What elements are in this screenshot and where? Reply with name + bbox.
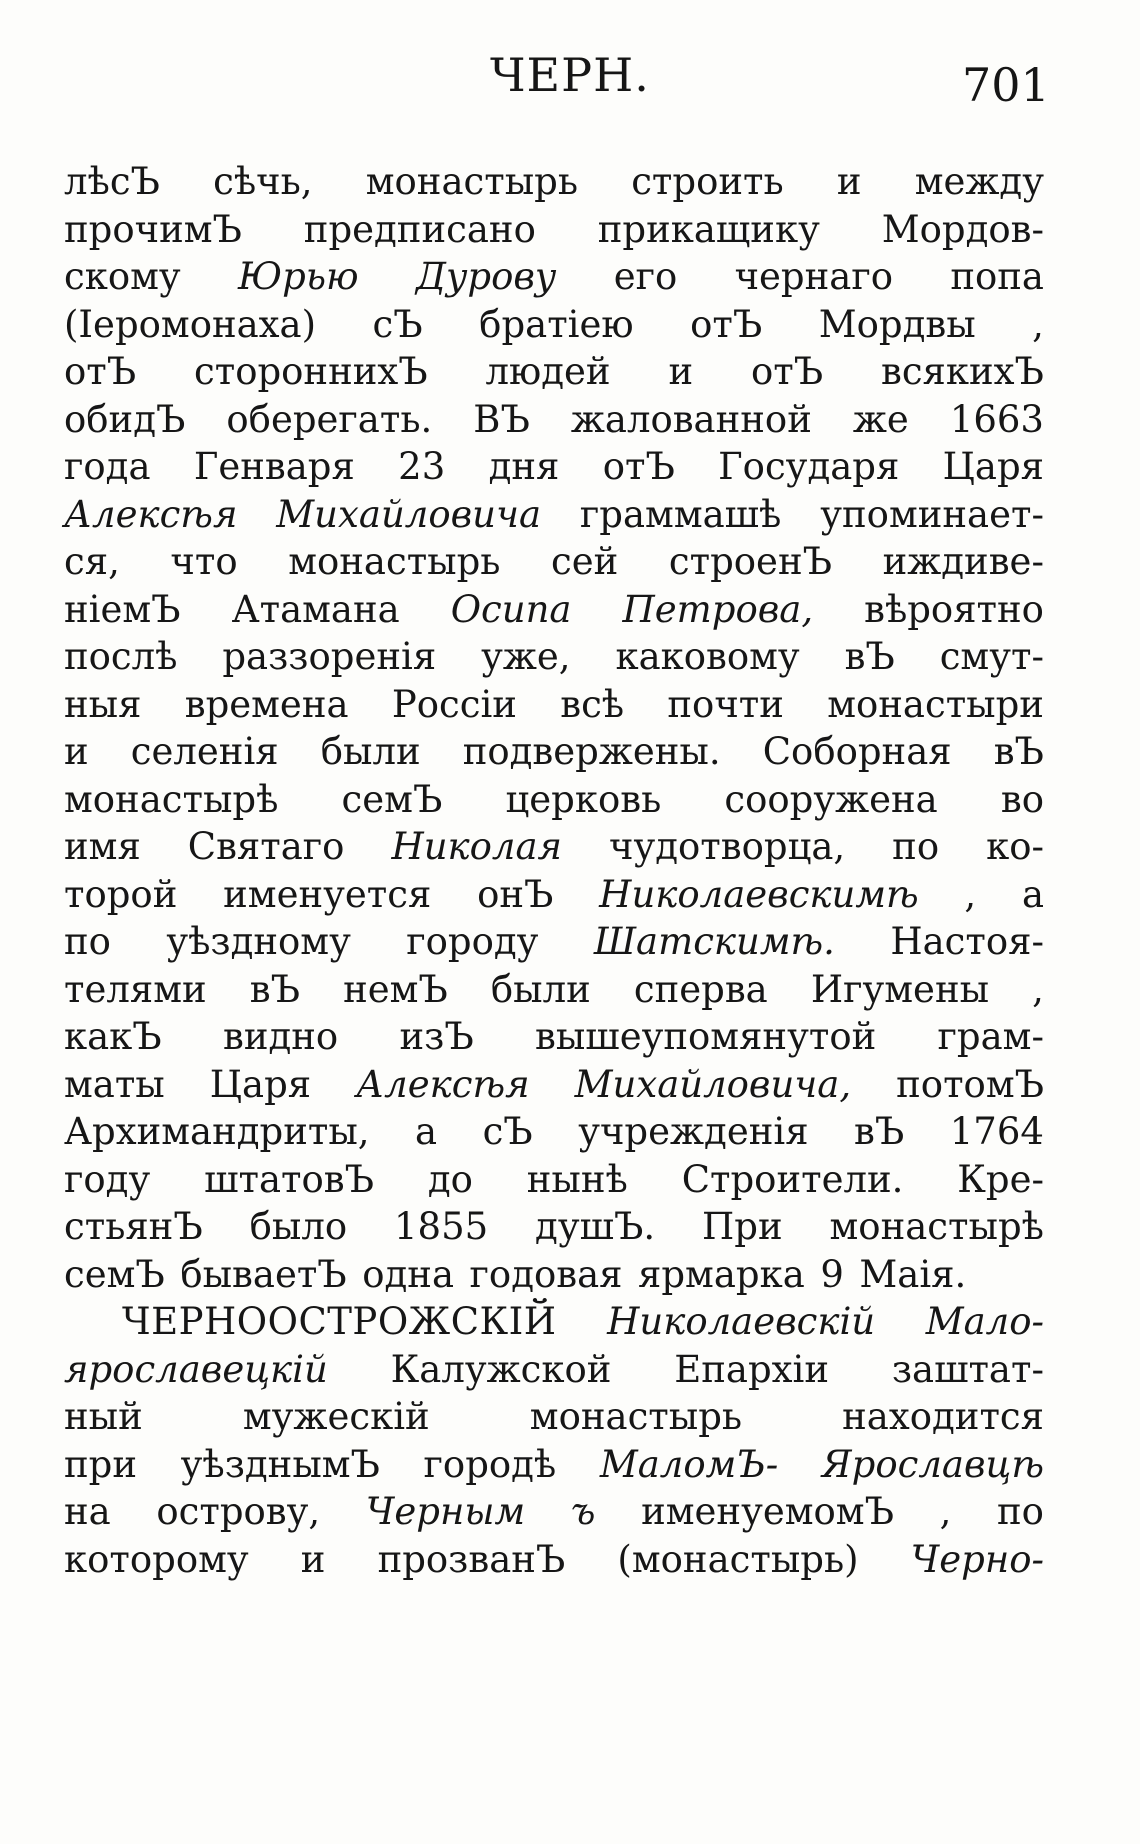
- word: а: [1021, 872, 1044, 916]
- word: ВЪ: [473, 397, 530, 441]
- text-line: [64, 681, 1044, 729]
- word: ніемЪ: [64, 587, 181, 631]
- word: и: [836, 160, 862, 203]
- word: по: [997, 1490, 1044, 1533]
- word: сЪ: [482, 1110, 533, 1153]
- text-line: [64, 1251, 1044, 1299]
- text-line: [64, 1156, 1044, 1204]
- word: имя: [64, 825, 141, 868]
- italic-word: Мало-: [925, 1300, 1044, 1343]
- word: лѣсЪ: [64, 160, 160, 203]
- word: учрежденія: [578, 1110, 809, 1153]
- word: душЪ.: [535, 1205, 656, 1248]
- word: При: [702, 1205, 783, 1248]
- word: Россіи: [391, 682, 517, 726]
- word: вЪ: [854, 1110, 905, 1153]
- word: ко-: [986, 825, 1044, 868]
- word: Кре-: [957, 1157, 1044, 1201]
- italic-word: Николая: [391, 825, 563, 868]
- word: одна: [362, 1252, 455, 1296]
- word: по: [64, 920, 111, 963]
- text-line: [64, 396, 1044, 444]
- text-line: [64, 301, 1044, 349]
- word: Генваря: [193, 445, 355, 488]
- italic-word: Ярославцѣ: [821, 1442, 1044, 1486]
- word: скому: [64, 255, 181, 298]
- italic-word: Петрова,: [622, 587, 814, 631]
- word: сѣчь,: [213, 160, 313, 203]
- word: телями: [64, 967, 207, 1011]
- italic-word: МаломЪ-: [599, 1442, 779, 1486]
- text-line: [64, 966, 1044, 1014]
- word: чудотворца,: [609, 825, 846, 868]
- word: стьянЪ: [64, 1205, 203, 1248]
- word: 9: [820, 1252, 844, 1296]
- italic-word: Осипа: [450, 587, 572, 631]
- word: обидЪ: [64, 397, 186, 441]
- word: были: [490, 967, 591, 1011]
- word: селенія: [130, 730, 279, 773]
- word: до: [427, 1157, 473, 1201]
- word: года: [64, 445, 151, 488]
- word: уѣздному: [166, 920, 351, 963]
- word: жалованной: [570, 397, 812, 441]
- running-title: ЧЕРН.: [490, 48, 650, 102]
- word: ный: [64, 1395, 143, 1438]
- word: вѣроятно: [864, 587, 1044, 631]
- word: городѣ: [423, 1442, 557, 1486]
- word: монастырь: [288, 540, 501, 583]
- word: (монастырь): [617, 1537, 859, 1581]
- word: Калужской: [390, 1347, 612, 1391]
- word: предписано: [303, 207, 536, 251]
- word: онЪ: [477, 872, 554, 916]
- word: городу: [406, 920, 539, 963]
- word: монастырь: [529, 1395, 743, 1438]
- word: и: [300, 1537, 326, 1581]
- word: ся,: [64, 540, 120, 583]
- text-line: [64, 1108, 1044, 1156]
- word: какЪ: [64, 1015, 162, 1058]
- word: отЪ: [64, 350, 137, 393]
- word: смут-: [939, 635, 1044, 678]
- word: людей: [485, 350, 611, 393]
- word: и: [64, 730, 89, 773]
- word: Игумены: [810, 967, 990, 1011]
- word: 1663: [949, 397, 1044, 441]
- text-line: [64, 728, 1044, 776]
- word: торой: [64, 872, 178, 916]
- word: 23: [398, 445, 446, 488]
- text-line: [64, 633, 1044, 681]
- word: 1764: [949, 1110, 1044, 1153]
- italic-word: Михайловича,: [574, 1062, 852, 1106]
- word: сей: [551, 540, 619, 583]
- word: и: [668, 350, 694, 393]
- word: во: [1000, 777, 1044, 821]
- word: прозванЪ: [377, 1537, 566, 1581]
- word: стороннихЪ: [194, 350, 428, 393]
- word: всѣ: [560, 682, 625, 726]
- word: попа: [950, 255, 1044, 298]
- word: монастырѣ: [64, 777, 279, 821]
- text-line: [64, 823, 1044, 871]
- word: которому: [64, 1537, 249, 1581]
- word: вЪ: [993, 730, 1044, 773]
- word: семЪ: [341, 777, 443, 821]
- text-line: [64, 1488, 1044, 1536]
- word: на: [64, 1490, 111, 1533]
- text-line: [64, 776, 1044, 824]
- text-line: [64, 491, 1044, 539]
- word: сЪ: [372, 302, 423, 346]
- word: граммашѣ: [579, 492, 782, 536]
- word: Атамана: [231, 587, 400, 631]
- word: Архимандриты,: [64, 1110, 370, 1153]
- word: острову,: [156, 1490, 321, 1533]
- word: 1855: [394, 1205, 489, 1248]
- word: прочимЪ: [64, 207, 242, 251]
- word: монастырѣ: [829, 1205, 1044, 1248]
- text-line: [64, 1013, 1044, 1061]
- text-line: [64, 206, 1044, 254]
- word: нынѣ: [526, 1157, 628, 1201]
- word: оберегать.: [226, 397, 433, 441]
- word: Мордвы: [818, 302, 976, 346]
- word: что: [170, 540, 238, 583]
- word: потомЪ: [896, 1062, 1044, 1106]
- word: именуется: [223, 872, 432, 916]
- word: вЪ: [844, 635, 895, 678]
- word: Настоя-: [890, 920, 1044, 963]
- text-line: [64, 443, 1044, 491]
- word: ныя: [64, 682, 142, 726]
- word: именуемомЪ: [641, 1490, 894, 1533]
- word: видно: [222, 1015, 339, 1058]
- word: времена: [184, 682, 349, 726]
- word: Царя: [942, 445, 1044, 488]
- word: всякихЪ: [880, 350, 1044, 393]
- text-line: [64, 1061, 1044, 1109]
- italic-word: Шатскимѣ.: [593, 920, 835, 963]
- word: году: [64, 1157, 151, 1201]
- word: отЪ: [690, 302, 763, 346]
- word: же: [852, 397, 909, 441]
- word: было: [249, 1205, 348, 1248]
- word: ,: [939, 1490, 952, 1533]
- italic-word: Михайловича: [276, 492, 542, 536]
- word: вЪ: [249, 967, 300, 1011]
- word: вышеупомянутой: [535, 1015, 877, 1058]
- word: послѣ: [64, 635, 178, 678]
- word: были: [320, 730, 421, 773]
- text-line: [64, 538, 1044, 586]
- word: уѣзднымЪ: [180, 1442, 380, 1486]
- word: отЪ: [750, 350, 824, 393]
- body-text: [64, 158, 1044, 1718]
- word: сооружена: [724, 777, 938, 821]
- text-line: [64, 586, 1044, 634]
- word: ,: [1032, 302, 1044, 346]
- word: по: [892, 825, 940, 868]
- word: грам-: [937, 1015, 1044, 1058]
- word: дня: [488, 445, 560, 488]
- word: упоминает-: [820, 492, 1044, 536]
- word: семЪ: [64, 1252, 165, 1296]
- word: иждиве-: [882, 540, 1044, 583]
- word: ,: [1032, 967, 1044, 1011]
- word: прикащику: [597, 207, 820, 251]
- word: каковому: [615, 635, 800, 678]
- word: уже,: [481, 635, 571, 678]
- word: монастырь: [365, 160, 578, 203]
- text-line: [64, 1346, 1044, 1394]
- word: братіею: [479, 302, 634, 346]
- text-line: [64, 1536, 1044, 1584]
- word: Мордов-: [881, 207, 1044, 251]
- word: Государя: [718, 445, 900, 488]
- page-number: 701: [962, 58, 1050, 112]
- word: его: [613, 255, 678, 298]
- word: сперва: [633, 967, 768, 1011]
- word: годовая: [469, 1252, 623, 1296]
- italic-word: Черным: [365, 1490, 526, 1533]
- text-line: [64, 1203, 1044, 1251]
- word: Соборная: [762, 730, 952, 773]
- text-line: [64, 1393, 1044, 1441]
- italic-word: Юрью: [238, 255, 359, 298]
- italic-word: ярославецкій: [64, 1347, 328, 1391]
- running-head: [0, 48, 1140, 118]
- italic-word: Николаевскій: [607, 1300, 876, 1343]
- text-line: [64, 253, 1044, 301]
- word: между: [914, 160, 1044, 203]
- word: раззоренія: [222, 635, 437, 678]
- word: ярмарка: [638, 1252, 805, 1296]
- text-line: [64, 158, 1044, 206]
- word: штатовЪ: [204, 1157, 374, 1201]
- word: заштат-: [891, 1347, 1044, 1391]
- word: отЪ: [602, 445, 675, 488]
- text-line: [64, 1298, 1044, 1346]
- word: при: [64, 1442, 138, 1486]
- word: церковь: [505, 777, 662, 821]
- word: Маія.: [859, 1252, 967, 1296]
- word: чернаго: [734, 255, 894, 298]
- word: Епархіи: [674, 1347, 830, 1391]
- word: строить: [631, 160, 784, 203]
- italic-word: Алексѣя: [356, 1062, 530, 1106]
- text-line: [64, 918, 1044, 966]
- word: изЪ: [399, 1015, 474, 1058]
- word: Святаго: [187, 825, 345, 868]
- text-line: [64, 1441, 1044, 1489]
- word: маты: [64, 1062, 165, 1106]
- word: монастыри: [827, 682, 1044, 726]
- text-line: [64, 348, 1044, 396]
- word: Строители.: [681, 1157, 904, 1201]
- word: находится: [842, 1395, 1044, 1438]
- word: ,: [964, 872, 977, 916]
- italic-word: Дурову: [415, 255, 557, 298]
- italic-word: Черно-: [910, 1537, 1044, 1581]
- word: немЪ: [343, 967, 448, 1011]
- italic-word: ъ: [570, 1490, 596, 1533]
- word: строенЪ: [668, 540, 832, 583]
- word: Царя: [209, 1062, 312, 1106]
- word: мужескій: [242, 1395, 430, 1438]
- word: почти: [667, 682, 784, 726]
- word: (Іеромонаха): [64, 302, 317, 346]
- italic-word: Николаевскимѣ: [599, 872, 919, 916]
- text-line: [64, 871, 1044, 919]
- word: бываетЪ: [180, 1252, 347, 1296]
- word: а: [415, 1110, 438, 1153]
- heading-word: ЧЕРНООСТРОЖСКІЙ: [122, 1300, 557, 1343]
- word: подвержены.: [462, 730, 721, 773]
- italic-word: Алексѣя: [64, 492, 238, 536]
